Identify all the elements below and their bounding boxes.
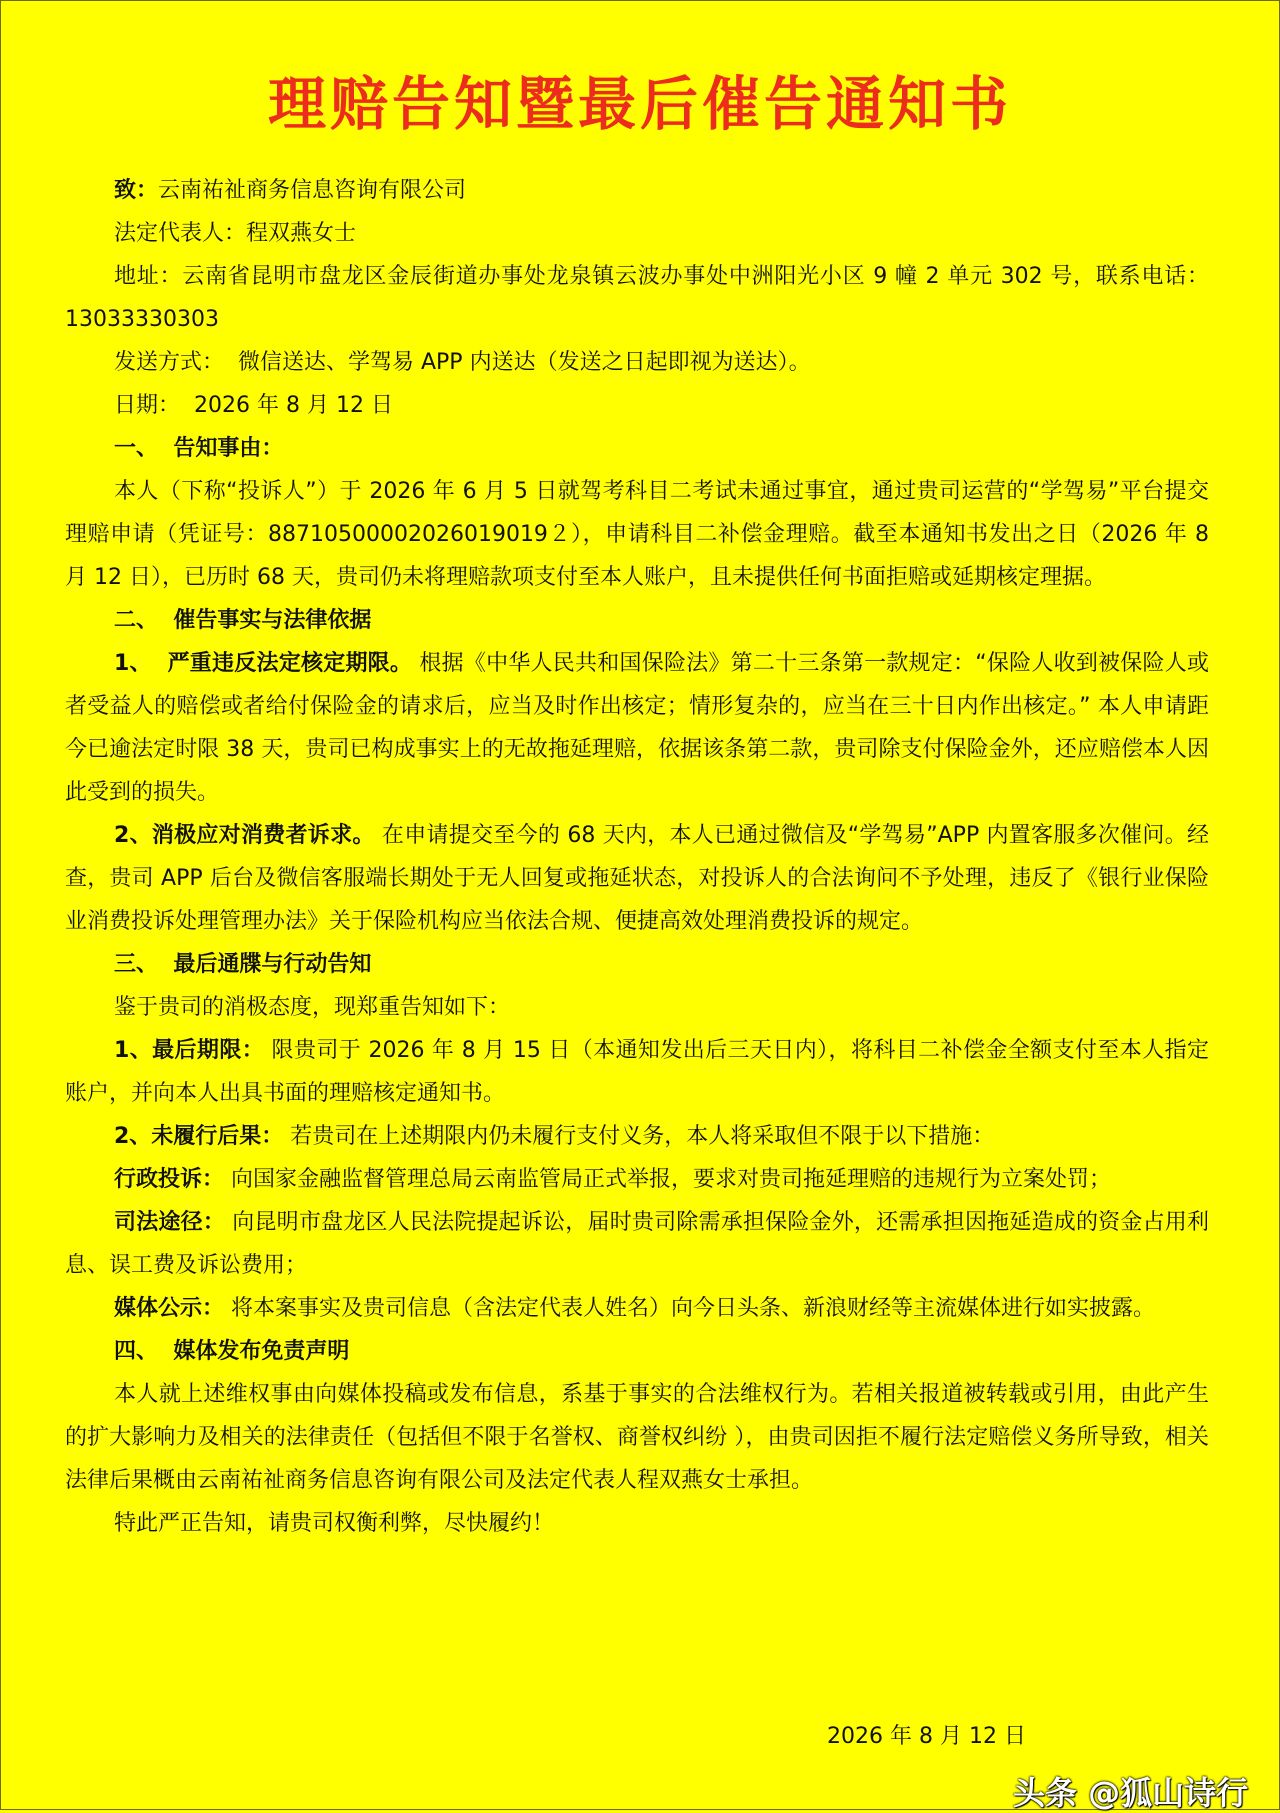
section-3-item-1 [65, 1029, 1209, 1115]
section-3-heading: 三、 最后通牒与行动告知 [114, 952, 372, 977]
section-2-item-2-label: 2、消极应对消费者诉求。 [114, 823, 375, 848]
section-3-item-1-text: 限贵司于 2026 年 8 月 15 日（本通知发出后三天日内），将科目二补偿金全额支付至本人指定账户，并向本人出具书面的理赔核定通知书。 [65, 1038, 1210, 1106]
addressee-line [65, 169, 1209, 212]
section-1-paragraph: 本人（下称“投诉人”）于 2026 年 6 月 5 日就驾考科目二考试未通过事宜，通过贵司运营的“学驾易”平台提交理赔申请（凭证号：88710500002026019019２），申请科目二补偿金理赔。截至本通知书发出之日（2026 年 8 月 12 日），已历时 68 天，贵司仍未将理赔款项支付至本人账户，且未提供任何书面拒赔或延期核定理据。 [65, 479, 1209, 590]
judicial-route [65, 1201, 1209, 1287]
legal-representative-line [65, 212, 1209, 255]
section-2-heading: 二、 催告事实与法律依据 [114, 608, 372, 633]
section-3-intro: 鉴于贵司的消极态度，现郑重告知如下： [114, 995, 511, 1020]
document-title: 理赔告知暨最后催告通知书 [267, 70, 1012, 138]
addressee-value: 云南祐祉商务信息咨询有限公司 [158, 178, 467, 203]
administrative-complaint [65, 1158, 1209, 1201]
section-3-item-1-label: 1、最后期限： [114, 1038, 265, 1063]
judicial-route-label: 司法途径： [114, 1210, 226, 1235]
media-disclosure-label: 媒体公示： [114, 1296, 225, 1321]
legal-representative-value: 程双燕女士 [246, 221, 357, 246]
section-2-item-1 [65, 642, 1209, 814]
date-value: 2026 年 8 月 12 日 [180, 393, 393, 418]
addressee-label: 致： [114, 178, 159, 203]
delivery-method-value: 微信送达、学驾易 APP 内送达（发送之日起即视为送达）。 [224, 350, 811, 375]
address-label: 地址： [114, 264, 183, 289]
section-3-item-2-text: 若贵司在上述期限内仍未履行支付义务，本人将采取但不限于以下措施： [283, 1124, 995, 1149]
section-2-item-1-label: 1、 严重违反法定核定期限。 [114, 651, 413, 676]
judicial-route-text: 向昆明市盘龙区人民法院提起诉讼，届时贵司除需承担保险金外，还需承担因拖延造成的资金占用利息、误工费及诉讼费用； [65, 1210, 1209, 1278]
media-disclosure [65, 1287, 1209, 1330]
section-3-item-2-label: 2、未履行后果： [114, 1124, 284, 1149]
section-2-item-2-text: 在申请提交至今的 68 天内，本人已通过微信及“学驾易”APP 内置客服多次催问。经查，贵司 APP 后台及微信客服端长期处于无人回复或拖延状态，对投诉人的合法询问不予处理，违反了《银行业保险业消费投诉处理管理办法》关于保险机构应当依法合规、便捷高效处理消费投诉的规定。 [65, 823, 1209, 934]
administrative-complaint-text: 向国家金融监督管理总局云南监管局正式举报，要求对贵司拖延理赔的违规行为立案处罚； [224, 1167, 1112, 1192]
legal-representative-label: 法定代表人： [114, 221, 247, 246]
closing-statement: 特此严正告知，请贵司权衡利弊，尽快履约！ [114, 1511, 555, 1536]
section-1-heading: 一、 告知事由： [114, 436, 284, 461]
section-4-heading: 四、 媒体发布免责声明 [114, 1339, 350, 1364]
address-value: 云南省昆明市盘龙区金辰街道办事处龙泉镇云波办事处中洲阳光小区 9 幢 2 单元 302 号，联系电话：13033330303 [65, 264, 1209, 332]
section-2-item-1-text: 根据《中华人民共和国保险法》第二十三条第一款规定：“保险人收到被保险人或者受益人的赔偿或者给付保险金的请求后，应当及时作出核定；情形复杂的，应当在三十日内作出核定。” 本人申请距今已逾法定时限 38 天，贵司已构成事实上的无故拖延理赔，依据该条第二款，贵司除支付保险金外，还应赔偿本人因此受到的损失。 [65, 651, 1209, 805]
section-2-item-2 [65, 814, 1209, 943]
date-line [65, 384, 1209, 427]
media-disclosure-text: 将本案事实及贵司信息（含法定代表人姓名）向今日头条、新浪财经等主流媒体进行如实披露。 [224, 1296, 1156, 1321]
signature-date: 2026 年 8 月 12 日 [827, 1724, 1026, 1749]
section-3-item-2 [65, 1115, 1209, 1158]
delivery-method-line [65, 341, 1209, 384]
source-watermark: 头条 @狐山诗行 [1013, 1774, 1249, 1812]
delivery-method-label: 发送方式： [114, 350, 225, 375]
section-4-paragraph: 本人就上述维权事由向媒体投稿或发布信息，系基于事实的合法维权行为。若相关报道被转载或引用，由此产生的扩大影响力及相关的法律责任（包括但不限于名誉权、商誉权纠纷 ），由贵司因拒不履行法定赔偿义务所导致，相关法律后果概由云南祐祉商务信息咨询有限公司及法定代表人程双燕女士承担。 [65, 1382, 1209, 1493]
date-label: 日期： [114, 393, 181, 418]
document-body [65, 169, 1209, 1545]
administrative-complaint-label: 行政投诉： [114, 1167, 225, 1192]
address-line [65, 255, 1209, 341]
